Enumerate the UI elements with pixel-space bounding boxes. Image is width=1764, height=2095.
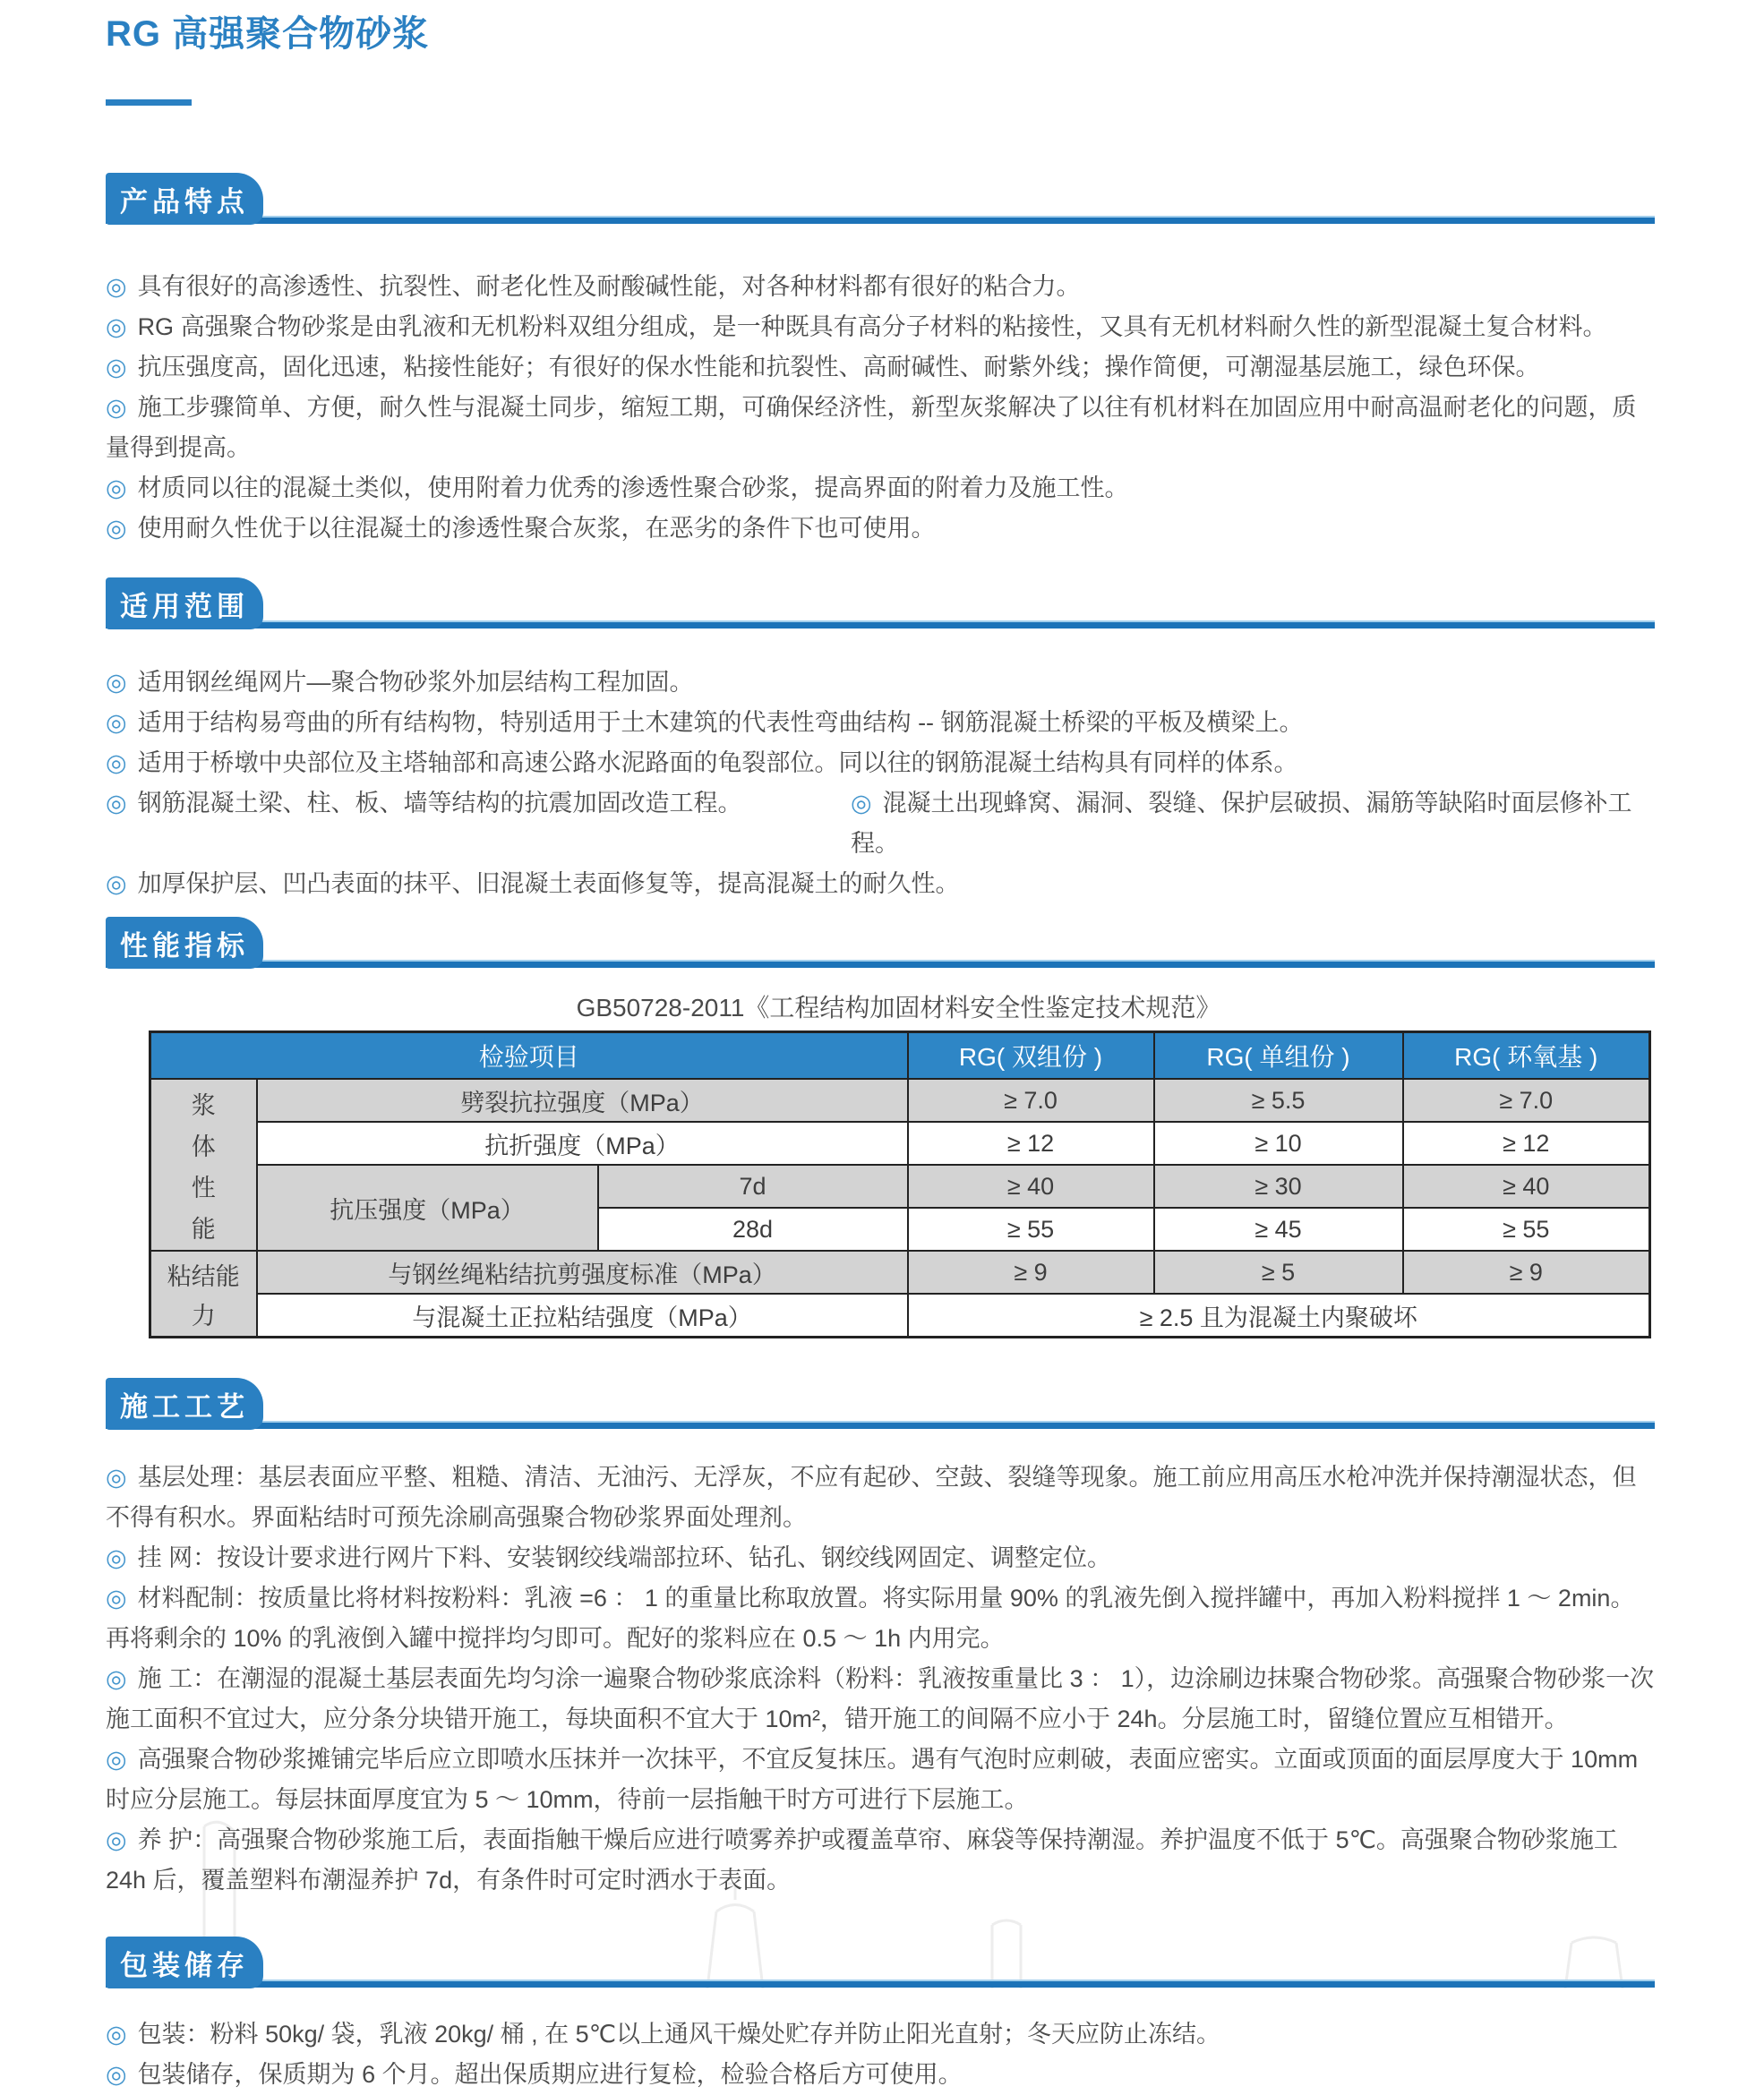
bullet-text: 材质同以往的混凝土类似，使用附着力优秀的渗透性聚合砂浆，提高界面的附着力及施工性。 bbox=[137, 475, 1129, 501]
section-rule bbox=[106, 1421, 1655, 1429]
row-group-label: 粘结能 力 bbox=[150, 1251, 257, 1338]
bullet-text: 基层处理：基层表面应平整、粗糙、清洁、无油污、无浮灰，不应有起砂、空鼓、裂缝等现象。施工前应用高压水枪冲洗并保持潮湿状态，但不得有积水。界面粘结时可预先涂刷高强聚合物砂浆界面处理剂。 bbox=[106, 1464, 1637, 1531]
section-banner-scope: 适用范围 bbox=[106, 577, 263, 629]
table-header-cell: RG( 双组份 ) bbox=[908, 1032, 1154, 1080]
bullet-icon: ◎ bbox=[106, 1746, 127, 1773]
table-header-row bbox=[150, 1032, 1650, 1080]
bullet-text: 抗压强度高，固化迅速，粘接性能好；有很好的保水性能和抗裂性、高耐碱性、耐紫外线；操作简便，可潮湿基层施工，绿色环保。 bbox=[137, 354, 1540, 381]
bullet-text: 包装：粉料 50kg/ 袋，乳液 20kg/ 桶 , 在 5℃以上通风干燥处贮存并防止阳光直射；冬天应防止冻结。 bbox=[137, 2021, 1221, 2048]
table-cell: ≥ 12 bbox=[908, 1122, 1154, 1165]
bullet-icon: ◎ bbox=[106, 1826, 127, 1853]
table-cell: ≥ 40 bbox=[908, 1165, 1154, 1208]
bullet-text: 适用于桥墩中央部位及主塔轴部和高速公路水泥路面的龟裂部位。同以往的钢筋混凝土结构具有同样的体系。 bbox=[137, 749, 1298, 776]
bullet-text: 加厚保护层、凹凸表面的抹平、旧混凝土表面修复等，提高混凝土的耐久性。 bbox=[137, 870, 960, 897]
bullet-icon: ◎ bbox=[106, 669, 127, 696]
section-banner-packaging: 包装储存 bbox=[106, 1937, 263, 1988]
table-cell: ≥ 30 bbox=[1154, 1165, 1403, 1208]
bullet-text: 包装储存，保质期为 6 个月。超出保质期应进行复检，检验合格后方可使用。 bbox=[137, 2061, 963, 2088]
bullet-item bbox=[106, 307, 1655, 347]
table-cell: ≥ 45 bbox=[1154, 1208, 1403, 1251]
bullet-icon: ◎ bbox=[106, 870, 127, 897]
table-row bbox=[150, 1294, 1650, 1338]
bullet-icon: ◎ bbox=[106, 2021, 127, 2048]
bullet-item bbox=[106, 1538, 1655, 1578]
bullet-text: 使用耐久性优于以往混凝土的渗透性聚合灰浆，在恶劣的条件下也可使用。 bbox=[137, 515, 936, 542]
document-body bbox=[106, 0, 1655, 2095]
bullet-item bbox=[106, 2055, 1655, 2095]
scope-list bbox=[106, 663, 1655, 904]
bullet-icon: ◎ bbox=[106, 1585, 127, 1612]
row-group-label: 浆 体 性 能 bbox=[150, 1079, 257, 1251]
bullet-icon: ◎ bbox=[106, 273, 127, 300]
standard-caption: GB50728-2011《工程结构加固材料安全性鉴定技术规范》 bbox=[576, 994, 1221, 1022]
section-head-process bbox=[106, 1378, 1655, 1434]
bullet-text: 材料配制：按质量比将材料按粉料：乳液 =6 ： 1 的重量比称取放置。将实际用量 90% 的乳液先倒入搅拌罐中，再加入粉料搅拌 1 ～ 2min。再将剩余的 10% 的乳液倒入罐中搅拌均匀即可。配好的浆料应在 0.5 ～ 1h 内用完。 bbox=[106, 1585, 1635, 1652]
table-cell: ≥ 12 bbox=[1403, 1122, 1650, 1165]
section-head-packaging bbox=[106, 1937, 1655, 1993]
bullet-item bbox=[106, 2014, 1655, 2055]
table-cell: ≥ 40 bbox=[1403, 1165, 1650, 1208]
bullet-text: 挂 网：按设计要求进行网片下料、安装钢绞线端部拉环、钻孔、钢绞线网固定、调整定位。 bbox=[137, 1544, 1112, 1571]
bullet-icon: ◎ bbox=[106, 1544, 127, 1571]
table-cell: ≥ 9 bbox=[1403, 1251, 1650, 1294]
bullet-icon: ◎ bbox=[106, 709, 127, 736]
bullet-item bbox=[106, 347, 1655, 388]
table-header-cell: RG( 单组份 ) bbox=[1154, 1032, 1403, 1080]
bullet-text: 具有很好的高渗透性、抗裂性、耐老化性及耐酸碱性能，对各种材料都有很好的粘合力。 bbox=[137, 273, 1081, 300]
bullet-item bbox=[106, 509, 1655, 549]
bullet-item bbox=[106, 864, 1655, 904]
bullet-text: 施工步骤简单、方便，耐久性与混凝土同步，缩短工期，可确保经济性，新型灰浆解决了以往有机材料在加固应用中耐高温耐老化的问题，质量得到提高。 bbox=[106, 394, 1637, 461]
table-row bbox=[150, 1251, 1650, 1294]
table-cell: 7d bbox=[598, 1165, 908, 1208]
table-row bbox=[150, 1165, 1650, 1208]
title-underline bbox=[106, 99, 192, 106]
table-cell: ≥ 5.5 bbox=[1154, 1079, 1403, 1122]
bullet-icon: ◎ bbox=[106, 1665, 127, 1692]
bullet-text: 钢筋混凝土梁、柱、板、墙等结构的抗震加固改造工程。 bbox=[137, 790, 742, 817]
section-rule bbox=[106, 960, 1655, 968]
bullet-item bbox=[106, 1740, 1655, 1820]
bullet-icon: ◎ bbox=[106, 749, 127, 776]
bullet-item bbox=[106, 663, 1655, 703]
table-cell: ≥ 10 bbox=[1154, 1122, 1403, 1165]
features-list bbox=[106, 267, 1655, 549]
table-cell: ≥ 7.0 bbox=[1403, 1079, 1650, 1122]
bullet-icon: ◎ bbox=[851, 790, 872, 817]
bullet-icon: ◎ bbox=[106, 394, 127, 421]
table-cell: ≥ 7.0 bbox=[908, 1079, 1154, 1122]
section-rule bbox=[106, 1980, 1655, 1988]
bullet-icon: ◎ bbox=[106, 313, 127, 340]
bullet-item-dual bbox=[106, 783, 1655, 864]
bullet-item bbox=[106, 1659, 1655, 1740]
table-row bbox=[150, 1079, 1650, 1122]
bullet-item bbox=[106, 388, 1655, 468]
bullet-icon: ◎ bbox=[106, 790, 127, 817]
table-header-cell: RG( 环氧基 ) bbox=[1403, 1032, 1650, 1080]
bullet-icon: ◎ bbox=[106, 354, 127, 381]
performance-table bbox=[149, 1030, 1651, 1338]
bullet-icon: ◎ bbox=[106, 2061, 127, 2088]
section-head-features bbox=[106, 173, 1655, 229]
bullet-text: 适用钢丝绳网片—聚合物砂浆外加层结构工程加固。 bbox=[137, 669, 694, 696]
section-rule bbox=[106, 216, 1655, 224]
bullet-item bbox=[106, 468, 1655, 509]
table-cell: ≥ 9 bbox=[908, 1251, 1154, 1294]
table-cell: ≥ 5 bbox=[1154, 1251, 1403, 1294]
table-cell: 劈裂抗拉强度（MPa） bbox=[257, 1079, 908, 1122]
bullet-text: 适用于结构易弯曲的所有结构物，特别适用于土木建筑的代表性弯曲结构 -- 钢筋混凝土桥梁的平板及横梁上。 bbox=[137, 709, 1304, 736]
bullet-item bbox=[851, 783, 1655, 864]
table-cell: 与混凝土正拉粘结强度（MPa） bbox=[257, 1294, 908, 1338]
bullet-text: RG 高强聚合物砂浆是由乳液和无机粉料双组分组成，是一种既具有高分子材料的粘接性，又具有无机材料耐久性的新型混凝土复合材料。 bbox=[137, 313, 1607, 340]
bullet-text: 养 护：高强聚合物砂浆施工后，表面指触干燥后应进行喷雾养护或覆盖草帘、麻袋等保持潮湿。养护温度不低于 5℃。高强聚合物砂浆施工 24h 后，覆盖塑料布潮湿养护 7d，有条件时可定时洒水于表面。 bbox=[106, 1826, 1618, 1894]
section-head-performance bbox=[106, 917, 1655, 973]
table-cell: 抗压强度（MPa） bbox=[257, 1165, 598, 1251]
table-cell: ≥ 55 bbox=[908, 1208, 1154, 1251]
table-cell: 28d bbox=[598, 1208, 908, 1251]
bullet-icon: ◎ bbox=[106, 1464, 127, 1491]
bullet-item bbox=[106, 783, 851, 864]
table-row bbox=[150, 1122, 1650, 1165]
bullet-item bbox=[106, 703, 1655, 743]
process-list bbox=[106, 1458, 1655, 1901]
bullet-item bbox=[106, 743, 1655, 783]
bullet-item bbox=[106, 1578, 1655, 1659]
table-cell: ≥ 2.5 且为混凝土内聚破坏 bbox=[908, 1294, 1650, 1338]
bullet-text: 混凝土出现蜂窝、漏洞、裂缝、保护层破损、漏筋等缺陷时面层修补工程。 bbox=[851, 790, 1632, 857]
bullet-item bbox=[106, 267, 1655, 307]
bullet-text: 施 工：在潮湿的混凝土基层表面先均匀涂一遍聚合物砂浆底涂料（粉料：乳液按重量比 3 ： 1），边涂刷边抹聚合物砂浆。高强聚合物砂浆一次施工面积不宜过大，应分条分块错开施工，每块面积不宜大于 10m²，错开施工的间隔不应小于 24h。分层施工时，留缝位置应互相错开。 bbox=[106, 1665, 1655, 1732]
table-cell: ≥ 55 bbox=[1403, 1208, 1650, 1251]
section-banner-performance: 性能指标 bbox=[106, 917, 263, 969]
page-title: RG 高强聚合物砂浆 bbox=[106, 14, 430, 54]
packaging-list bbox=[106, 2014, 1655, 2095]
section-banner-features: 产品特点 bbox=[106, 173, 263, 225]
section-rule bbox=[106, 620, 1655, 628]
bullet-item bbox=[106, 1820, 1655, 1901]
section-banner-process: 施工工艺 bbox=[106, 1378, 263, 1430]
bullet-item bbox=[106, 1458, 1655, 1538]
bullet-icon: ◎ bbox=[106, 475, 127, 501]
section-head-scope bbox=[106, 577, 1655, 634]
bullet-icon: ◎ bbox=[106, 515, 127, 542]
bullet-text: 高强聚合物砂浆摊铺完毕后应立即喷水压抹并一次抹平，不宜反复抹压。遇有气泡时应刺破，表面应密实。立面或顶面的面层厚度大于 10mm 时应分层施工。每层抹面厚度宜为 5 ～ 10mm，待前一层指触干时方可进行下层施工。 bbox=[106, 1746, 1639, 1813]
table-cell: 与钢丝绳粘结抗剪强度标准（MPa） bbox=[257, 1251, 908, 1294]
table-cell: 抗折强度（MPa） bbox=[257, 1122, 908, 1165]
table-header-cell: 检验项目 bbox=[150, 1032, 908, 1080]
